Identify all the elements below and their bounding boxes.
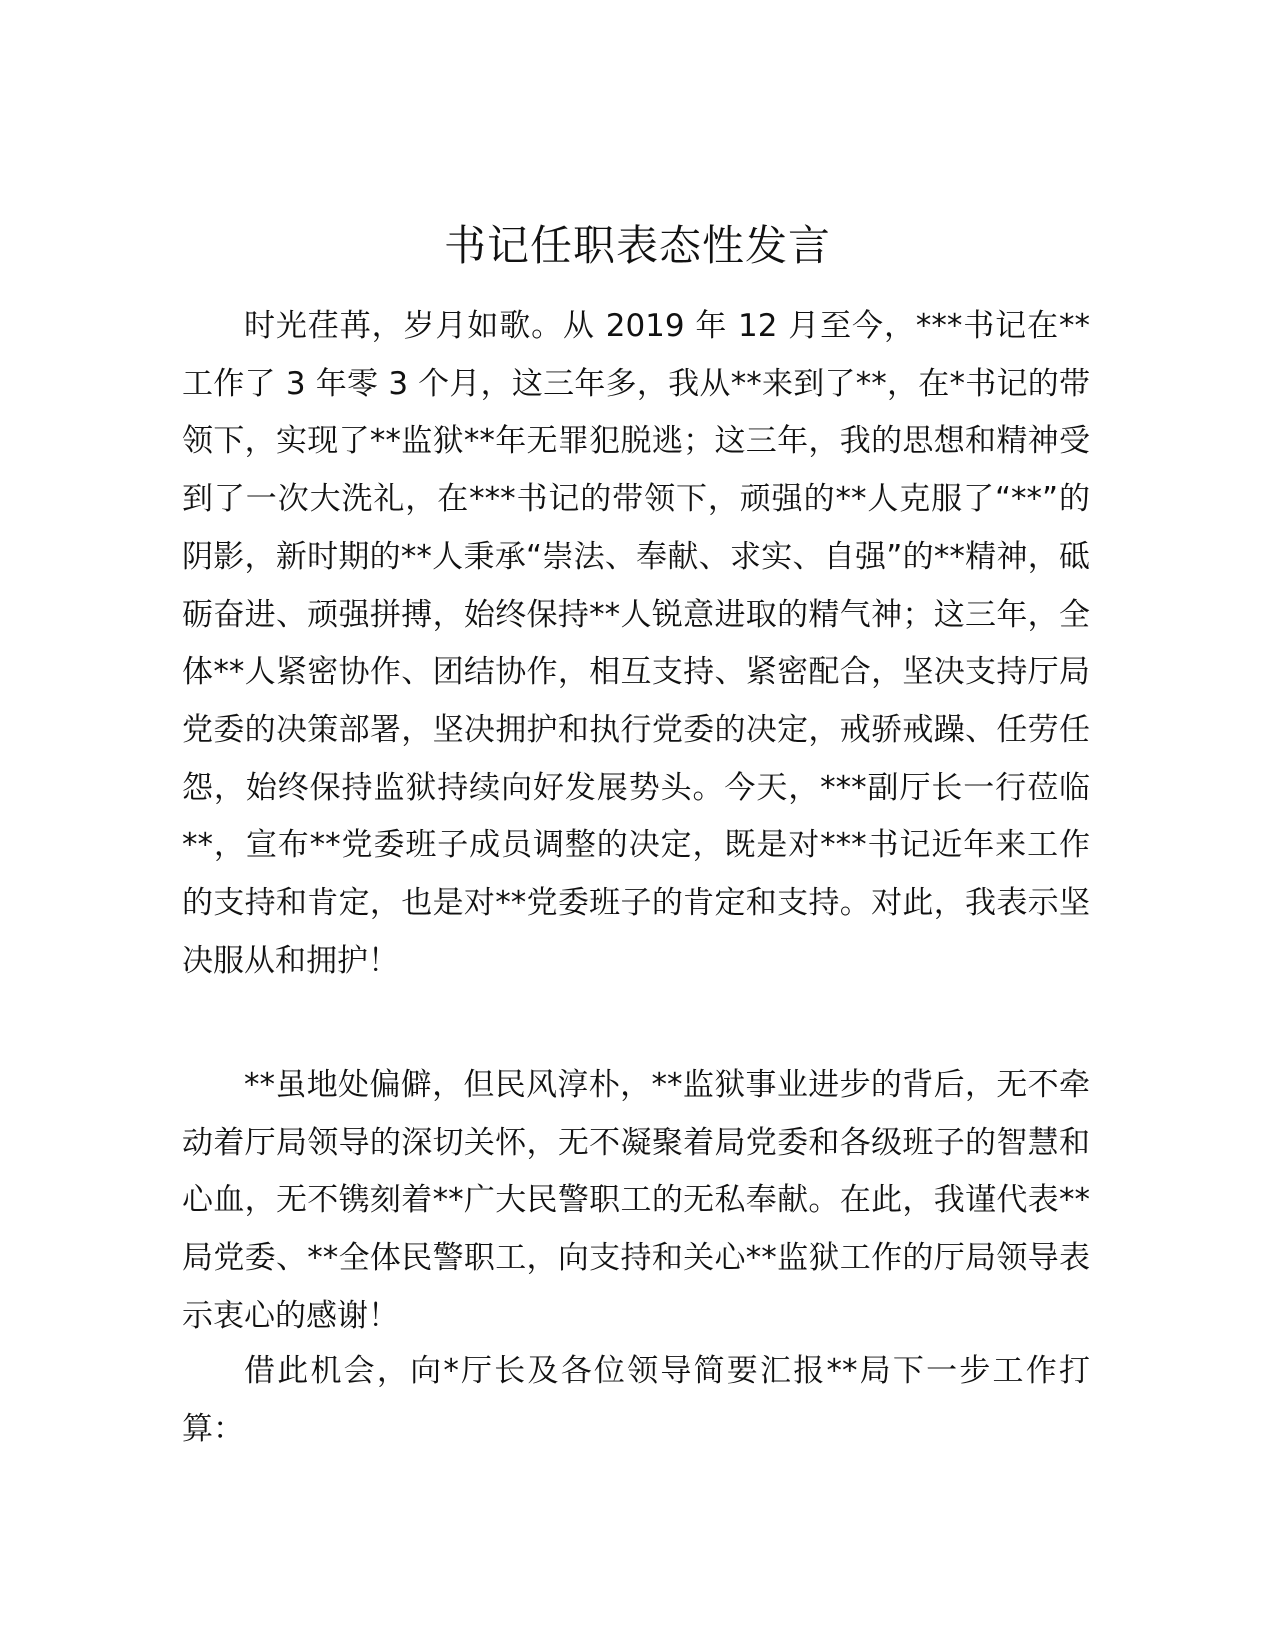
- body-paragraph-2: **虽地处偏僻，但民风淳朴，**监狱事业进步的背后，无不牵动着厅局领导的深切关怀，无不凝聚着局党委和各级班子的智慧和心血，无不镌刻着**广大民警职工的无私奉献。在此，我谨代表**局党委、**全体民警职工，向支持和关心**监狱工作的厅局领导表示衷心的感谢！: [182, 1067, 1090, 1334]
- body-paragraph-3: 借此机会，向*厅长及各位领导简要汇报**局下一步工作打算：: [182, 1353, 1090, 1447]
- document-title: 书记任职表态性发言: [443, 221, 831, 270]
- body-paragraph-1: 时光荏苒，岁月如歌。从 2019 年 12 月至今，***书记在**工作了 3 年零 3 个月，这三年多，我从**来到了**，在*书记的带领下，实现了**监狱**年无罪犯脱逃；这三年，我的思想和精神受到了一次大洗礼，在***书记的带领下，顽强的**人克服了“**”的阴影，新时期的**人秉承“崇法、奉献、求实、自强”的**精神，砥砺奋进、顽强拼搏，始终保持**人锐意进取的精气神；这三年，全体**人紧密协作、团结协作，相互支持、紧密配合，坚决支持厅局党委的决策部署，坚决拥护和执行党委的决定，戒骄戒躁、任劳任怨，始终保持监狱持续向好发展势头。今天，***副厅长一行莅临**，宣布**党委班子成员调整的决定，既是对***书记近年来工作的支持和肯定，也是对**党委班子的肯定和支持。对此，我表示坚决服从和拥护！: [182, 308, 1090, 979]
